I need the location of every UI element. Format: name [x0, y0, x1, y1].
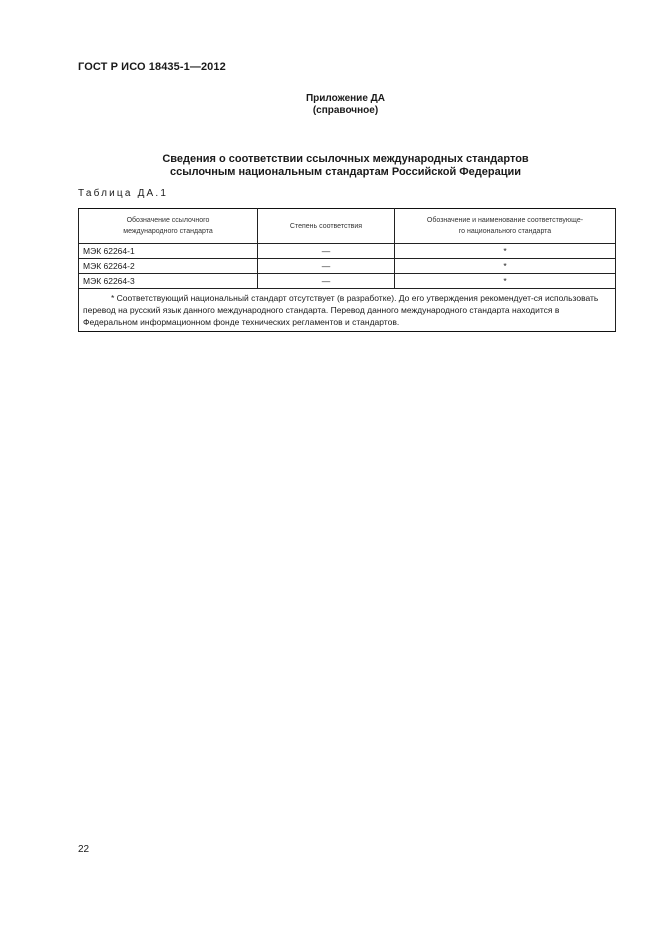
header-degree: Степень соответствия — [258, 209, 395, 244]
header-reference-standard — [79, 209, 258, 244]
table-row — [79, 244, 616, 259]
cell-degree: — — [258, 244, 395, 259]
header-national-standard-line-1: Обозначение и наименование соответствующе- — [426, 217, 584, 224]
appendix-heading — [0, 93, 661, 117]
document-code: ГОСТ Р ИСО 18435-1—2012 — [78, 61, 226, 73]
header-reference-standard-line-2: международного стандарта — [123, 228, 213, 235]
cell-standard: МЭК 62264-3 — [79, 274, 258, 289]
cell-national: * — [395, 244, 616, 259]
cell-national: * — [395, 274, 616, 289]
cell-standard: МЭК 62264-2 — [79, 259, 258, 274]
table-footnote-row — [79, 289, 616, 332]
section-title — [0, 153, 661, 179]
header-national-standard-line-2: го национального стандарта — [458, 228, 552, 235]
page-number: 22 — [78, 844, 90, 855]
correspondence-table — [78, 208, 616, 332]
cell-national: * — [395, 259, 616, 274]
cell-degree: — — [258, 259, 395, 274]
table-header-row — [79, 209, 616, 244]
cell-standard: МЭК 62264-1 — [79, 244, 258, 259]
header-reference-standard-line-1: Обозначение ссылочного — [126, 217, 210, 224]
appendix-label: Приложение ДА — [305, 93, 386, 104]
table-row — [79, 259, 616, 274]
section-title-line-2: ссылочным национальным стандартам Российской Федерации — [169, 166, 522, 178]
header-national-standard — [395, 209, 616, 244]
cell-degree: — — [258, 274, 395, 289]
appendix-type: (справочное) — [312, 105, 379, 116]
table-row — [79, 274, 616, 289]
table-footnote: * Соответствующий национальный стандарт отсутствует (в разработке). До его утверждения рекомендует-ся использовать перевод на русский язык данного международного стандарта. Перевод данного международного стандарта находится в Федеральном информационном фонде технических регламентов и стандартов. — [79, 289, 616, 332]
section-title-line-1: Сведения о соответствии ссылочных международных стандартов — [162, 153, 529, 165]
table-caption: Таблица ДА.1 — [78, 188, 169, 199]
table — [78, 208, 616, 332]
